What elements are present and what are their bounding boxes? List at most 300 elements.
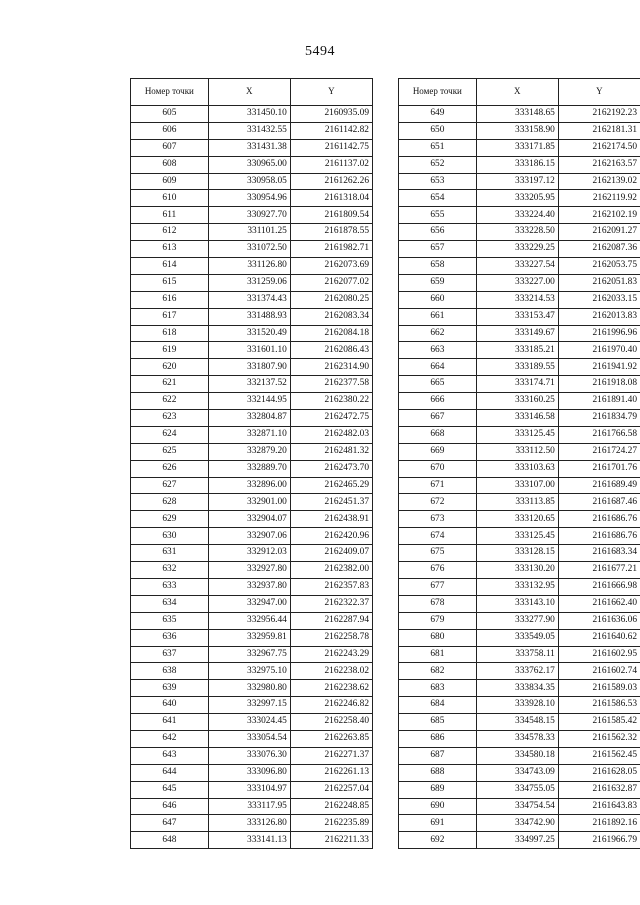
table-row	[131, 730, 373, 747]
table-row	[131, 274, 373, 291]
table-row	[399, 595, 640, 612]
point-number-cell: 687	[399, 747, 477, 764]
point-number-cell: 658	[399, 258, 477, 275]
y-cell: 2162420.96	[290, 528, 372, 545]
x-cell: 333112.50	[476, 443, 558, 460]
table-row	[399, 545, 640, 562]
table-row	[399, 663, 640, 680]
y-cell: 2161602.74	[558, 663, 640, 680]
point-number-cell: 657	[399, 241, 477, 258]
x-cell: 334578.33	[476, 730, 558, 747]
x-cell: 332967.75	[208, 646, 290, 663]
y-cell: 2161586.53	[558, 697, 640, 714]
table-row	[131, 308, 373, 325]
table-body-right	[399, 106, 640, 849]
x-cell: 333160.25	[476, 393, 558, 410]
point-number-cell: 684	[399, 697, 477, 714]
x-cell: 333171.85	[476, 139, 558, 156]
point-number-cell: 637	[131, 646, 209, 663]
table-row	[131, 460, 373, 477]
y-cell: 2162086.43	[290, 342, 372, 359]
y-cell: 2161562.45	[558, 747, 640, 764]
point-number-cell: 631	[131, 545, 209, 562]
y-cell: 2162357.83	[290, 578, 372, 595]
y-cell: 2162465.29	[290, 477, 372, 494]
x-cell: 333758.11	[476, 646, 558, 663]
point-number-cell: 623	[131, 410, 209, 427]
x-cell: 332871.10	[208, 426, 290, 443]
point-number-cell: 625	[131, 443, 209, 460]
y-cell: 2161686.76	[558, 528, 640, 545]
table-row	[131, 190, 373, 207]
y-cell: 2162258.78	[290, 629, 372, 646]
header-x: X	[208, 79, 290, 106]
x-cell: 333224.40	[476, 207, 558, 224]
x-cell: 333227.54	[476, 258, 558, 275]
point-number-cell: 619	[131, 342, 209, 359]
y-cell: 2161142.82	[290, 122, 372, 139]
y-cell: 2162073.69	[290, 258, 372, 275]
table-row	[399, 139, 640, 156]
x-cell: 333128.15	[476, 545, 558, 562]
y-cell: 2161683.34	[558, 545, 640, 562]
y-cell: 2162181.31	[558, 122, 640, 139]
y-cell: 2162473.70	[290, 460, 372, 477]
table-row	[399, 494, 640, 511]
table-row	[399, 680, 640, 697]
y-cell: 2160935.09	[290, 106, 372, 123]
table-row	[399, 815, 640, 832]
table-row	[131, 815, 373, 832]
table-row	[399, 832, 640, 849]
x-cell: 333928.10	[476, 697, 558, 714]
point-number-cell: 644	[131, 764, 209, 781]
point-number-cell: 614	[131, 258, 209, 275]
point-number-cell: 662	[399, 325, 477, 342]
table-row	[399, 376, 640, 393]
coordinates-table-right	[398, 78, 640, 849]
y-cell: 2161636.06	[558, 612, 640, 629]
point-number-cell: 660	[399, 291, 477, 308]
table-row	[131, 747, 373, 764]
y-cell: 2161982.71	[290, 241, 372, 258]
table-row	[131, 562, 373, 579]
point-number-cell: 675	[399, 545, 477, 562]
table-row	[399, 359, 640, 376]
table-row	[131, 359, 373, 376]
point-number-cell: 691	[399, 815, 477, 832]
table-row	[131, 528, 373, 545]
x-cell: 332937.80	[208, 578, 290, 595]
y-cell: 2161666.98	[558, 578, 640, 595]
y-cell: 2162051.83	[558, 274, 640, 291]
y-cell: 2162380.22	[290, 393, 372, 410]
point-number-cell: 676	[399, 562, 477, 579]
point-number-cell: 692	[399, 832, 477, 849]
table-row	[399, 781, 640, 798]
point-number-cell: 661	[399, 308, 477, 325]
table-row	[131, 122, 373, 139]
x-cell: 333227.00	[476, 274, 558, 291]
point-number-cell: 667	[399, 410, 477, 427]
x-cell: 333277.90	[476, 612, 558, 629]
y-cell: 2161585.42	[558, 714, 640, 731]
point-number-cell: 652	[399, 156, 477, 173]
point-number-cell: 642	[131, 730, 209, 747]
point-number-cell: 649	[399, 106, 477, 123]
y-cell: 2161640.62	[558, 629, 640, 646]
x-cell: 332804.87	[208, 410, 290, 427]
point-number-cell: 651	[399, 139, 477, 156]
table-row	[131, 629, 373, 646]
y-cell: 2162080.25	[290, 291, 372, 308]
y-cell: 2162053.75	[558, 258, 640, 275]
table-header-row	[131, 79, 373, 106]
x-cell: 332927.80	[208, 562, 290, 579]
x-cell: 333130.20	[476, 562, 558, 579]
x-cell: 333117.95	[208, 798, 290, 815]
point-number-cell: 665	[399, 376, 477, 393]
x-cell: 332980.80	[208, 680, 290, 697]
x-cell: 333125.45	[476, 528, 558, 545]
header-y: Y	[290, 79, 372, 106]
x-cell: 333834.35	[476, 680, 558, 697]
x-cell: 333107.00	[476, 477, 558, 494]
x-cell: 331488.93	[208, 308, 290, 325]
point-number-cell: 653	[399, 173, 477, 190]
point-number-cell: 650	[399, 122, 477, 139]
header-x: X	[476, 79, 558, 106]
table-row	[131, 494, 373, 511]
y-cell: 2162077.02	[290, 274, 372, 291]
table-row	[131, 595, 373, 612]
x-cell: 332896.00	[208, 477, 290, 494]
x-cell: 332907.06	[208, 528, 290, 545]
y-cell: 2162163.57	[558, 156, 640, 173]
point-number-cell: 624	[131, 426, 209, 443]
x-cell: 333148.65	[476, 106, 558, 123]
point-number-cell: 607	[131, 139, 209, 156]
point-number-cell: 641	[131, 714, 209, 731]
table-row	[131, 342, 373, 359]
y-cell: 2162238.62	[290, 680, 372, 697]
x-cell: 333143.10	[476, 595, 558, 612]
y-cell: 2162087.36	[558, 241, 640, 258]
table-row	[399, 224, 640, 241]
x-cell: 333125.45	[476, 426, 558, 443]
y-cell: 2162243.29	[290, 646, 372, 663]
point-number-cell: 678	[399, 595, 477, 612]
page-number: 5494	[305, 44, 335, 59]
y-cell: 2162084.18	[290, 325, 372, 342]
point-number-cell: 673	[399, 511, 477, 528]
y-cell: 2161689.49	[558, 477, 640, 494]
y-cell: 2161602.95	[558, 646, 640, 663]
table-row	[131, 156, 373, 173]
y-cell: 2161632.87	[558, 781, 640, 798]
point-number-cell: 674	[399, 528, 477, 545]
header-point-number: Номер точки	[131, 79, 209, 106]
table-row	[399, 511, 640, 528]
y-cell: 2162102.19	[558, 207, 640, 224]
point-number-cell: 666	[399, 393, 477, 410]
point-number-cell: 669	[399, 443, 477, 460]
table-row	[131, 106, 373, 123]
x-cell: 332901.00	[208, 494, 290, 511]
y-cell: 2162192.23	[558, 106, 640, 123]
table-row	[131, 139, 373, 156]
y-cell: 2161589.03	[558, 680, 640, 697]
point-number-cell: 655	[399, 207, 477, 224]
table-row	[399, 308, 640, 325]
point-number-cell: 656	[399, 224, 477, 241]
point-number-cell: 668	[399, 426, 477, 443]
y-cell: 2162246.82	[290, 697, 372, 714]
x-cell: 330927.70	[208, 207, 290, 224]
point-number-cell: 663	[399, 342, 477, 359]
point-number-cell: 645	[131, 781, 209, 798]
point-number-cell: 635	[131, 612, 209, 629]
table-row	[131, 714, 373, 731]
point-number-cell: 677	[399, 578, 477, 595]
table-row	[131, 781, 373, 798]
table-row	[399, 274, 640, 291]
point-number-cell: 606	[131, 122, 209, 139]
y-cell: 2162472.75	[290, 410, 372, 427]
table-row	[131, 646, 373, 663]
table-row	[131, 612, 373, 629]
x-cell: 332947.00	[208, 595, 290, 612]
x-cell: 332879.20	[208, 443, 290, 460]
point-number-cell: 615	[131, 274, 209, 291]
table-row	[131, 325, 373, 342]
point-number-cell: 640	[131, 697, 209, 714]
table-row	[399, 798, 640, 815]
y-cell: 2161318.04	[290, 190, 372, 207]
x-cell: 333120.65	[476, 511, 558, 528]
x-cell: 331431.38	[208, 139, 290, 156]
x-cell: 333104.97	[208, 781, 290, 798]
y-cell: 2161996.96	[558, 325, 640, 342]
y-cell: 2162482.03	[290, 426, 372, 443]
y-cell: 2161918.08	[558, 376, 640, 393]
point-number-cell: 611	[131, 207, 209, 224]
y-cell: 2162091.27	[558, 224, 640, 241]
point-number-cell: 633	[131, 578, 209, 595]
table-row	[131, 697, 373, 714]
y-cell: 2162257.04	[290, 781, 372, 798]
x-cell: 333141.13	[208, 832, 290, 849]
table-row	[399, 562, 640, 579]
table-row	[399, 325, 640, 342]
x-cell: 334580.18	[476, 747, 558, 764]
table-row	[399, 241, 640, 258]
x-cell: 334743.09	[476, 764, 558, 781]
x-cell: 333024.45	[208, 714, 290, 731]
x-cell: 334548.15	[476, 714, 558, 731]
x-cell: 332959.81	[208, 629, 290, 646]
point-number-cell: 671	[399, 477, 477, 494]
y-cell: 2162409.07	[290, 545, 372, 562]
table-row	[399, 173, 640, 190]
y-cell: 2162481.32	[290, 443, 372, 460]
y-cell: 2161687.46	[558, 494, 640, 511]
x-cell: 334742.90	[476, 815, 558, 832]
x-cell: 333126.80	[208, 815, 290, 832]
x-cell: 333189.55	[476, 359, 558, 376]
x-cell: 331520.49	[208, 325, 290, 342]
point-number-cell: 628	[131, 494, 209, 511]
y-cell: 2161766.58	[558, 426, 640, 443]
y-cell: 2162238.02	[290, 663, 372, 680]
x-cell: 332997.15	[208, 697, 290, 714]
x-cell: 334997.25	[476, 832, 558, 849]
table-row	[131, 511, 373, 528]
y-cell: 2162119.92	[558, 190, 640, 207]
x-cell: 333146.58	[476, 410, 558, 427]
point-number-cell: 643	[131, 747, 209, 764]
table-row	[399, 629, 640, 646]
point-number-cell: 683	[399, 680, 477, 697]
table-row	[399, 697, 640, 714]
y-cell: 2162235.89	[290, 815, 372, 832]
point-number-cell: 672	[399, 494, 477, 511]
coordinates-table-left	[130, 78, 373, 849]
y-cell: 2161662.40	[558, 595, 640, 612]
x-cell: 333132.95	[476, 578, 558, 595]
table-row	[399, 258, 640, 275]
point-number-cell: 627	[131, 477, 209, 494]
table-row	[399, 477, 640, 494]
point-number-cell: 670	[399, 460, 477, 477]
x-cell: 332912.03	[208, 545, 290, 562]
y-cell: 2162174.50	[558, 139, 640, 156]
table-row	[399, 426, 640, 443]
x-cell: 330958.05	[208, 173, 290, 190]
y-cell: 2162258.40	[290, 714, 372, 731]
x-cell: 331432.55	[208, 122, 290, 139]
point-number-cell: 654	[399, 190, 477, 207]
table-row	[399, 612, 640, 629]
x-cell: 333197.12	[476, 173, 558, 190]
point-number-cell: 630	[131, 528, 209, 545]
point-number-cell: 608	[131, 156, 209, 173]
table-header-row	[399, 79, 640, 106]
point-number-cell: 620	[131, 359, 209, 376]
header-y: Y	[558, 79, 640, 106]
point-number-cell: 639	[131, 680, 209, 697]
table-row	[131, 578, 373, 595]
y-cell: 2161966.79	[558, 832, 640, 849]
table-row	[399, 393, 640, 410]
point-number-cell: 685	[399, 714, 477, 731]
y-cell: 2161628.05	[558, 764, 640, 781]
point-number-cell: 612	[131, 224, 209, 241]
table-row	[399, 190, 640, 207]
table-row	[399, 122, 640, 139]
y-cell: 2161892.16	[558, 815, 640, 832]
x-cell: 331072.50	[208, 241, 290, 258]
table-row	[131, 207, 373, 224]
y-cell: 2161701.76	[558, 460, 640, 477]
table-row	[399, 764, 640, 781]
x-cell: 334755.05	[476, 781, 558, 798]
y-cell: 2161643.83	[558, 798, 640, 815]
y-cell: 2161834.79	[558, 410, 640, 427]
y-cell: 2162139.02	[558, 173, 640, 190]
y-cell: 2161262.26	[290, 173, 372, 190]
y-cell: 2162083.34	[290, 308, 372, 325]
table-row	[399, 106, 640, 123]
x-cell: 334754.54	[476, 798, 558, 815]
point-number-cell: 609	[131, 173, 209, 190]
point-number-cell: 682	[399, 663, 477, 680]
point-number-cell: 618	[131, 325, 209, 342]
x-cell: 333186.15	[476, 156, 558, 173]
x-cell: 331126.80	[208, 258, 290, 275]
y-cell: 2162322.37	[290, 595, 372, 612]
point-number-cell: 626	[131, 460, 209, 477]
y-cell: 2162261.13	[290, 764, 372, 781]
y-cell: 2162211.33	[290, 832, 372, 849]
point-number-cell: 680	[399, 629, 477, 646]
y-cell: 2161562.32	[558, 730, 640, 747]
y-cell: 2162013.83	[558, 308, 640, 325]
x-cell: 332889.70	[208, 460, 290, 477]
point-number-cell: 659	[399, 274, 477, 291]
table-row	[131, 680, 373, 697]
point-number-cell: 646	[131, 798, 209, 815]
x-cell: 331450.10	[208, 106, 290, 123]
x-cell: 333054.54	[208, 730, 290, 747]
y-cell: 2161724.27	[558, 443, 640, 460]
x-cell: 333103.63	[476, 460, 558, 477]
x-cell: 330954.96	[208, 190, 290, 207]
table-row	[399, 646, 640, 663]
point-number-cell: 689	[399, 781, 477, 798]
table-row	[399, 291, 640, 308]
point-number-cell: 617	[131, 308, 209, 325]
x-cell: 331259.06	[208, 274, 290, 291]
point-number-cell: 690	[399, 798, 477, 815]
y-cell: 2161970.40	[558, 342, 640, 359]
x-cell: 333228.50	[476, 224, 558, 241]
y-cell: 2162248.85	[290, 798, 372, 815]
point-number-cell: 605	[131, 106, 209, 123]
point-number-cell: 679	[399, 612, 477, 629]
table-row	[399, 747, 640, 764]
x-cell: 333549.05	[476, 629, 558, 646]
table-row	[131, 832, 373, 849]
x-cell: 332144.95	[208, 393, 290, 410]
table-row	[131, 291, 373, 308]
x-cell: 332975.10	[208, 663, 290, 680]
x-cell: 333076.30	[208, 747, 290, 764]
point-number-cell: 664	[399, 359, 477, 376]
x-cell: 333185.21	[476, 342, 558, 359]
point-number-cell: 616	[131, 291, 209, 308]
y-cell: 2162377.58	[290, 376, 372, 393]
table-row	[399, 730, 640, 747]
x-cell: 333762.17	[476, 663, 558, 680]
table-row	[131, 426, 373, 443]
x-cell: 333174.71	[476, 376, 558, 393]
table-row	[131, 764, 373, 781]
y-cell: 2161142.75	[290, 139, 372, 156]
x-cell: 331807.90	[208, 359, 290, 376]
point-number-cell: 621	[131, 376, 209, 393]
table-row	[131, 258, 373, 275]
